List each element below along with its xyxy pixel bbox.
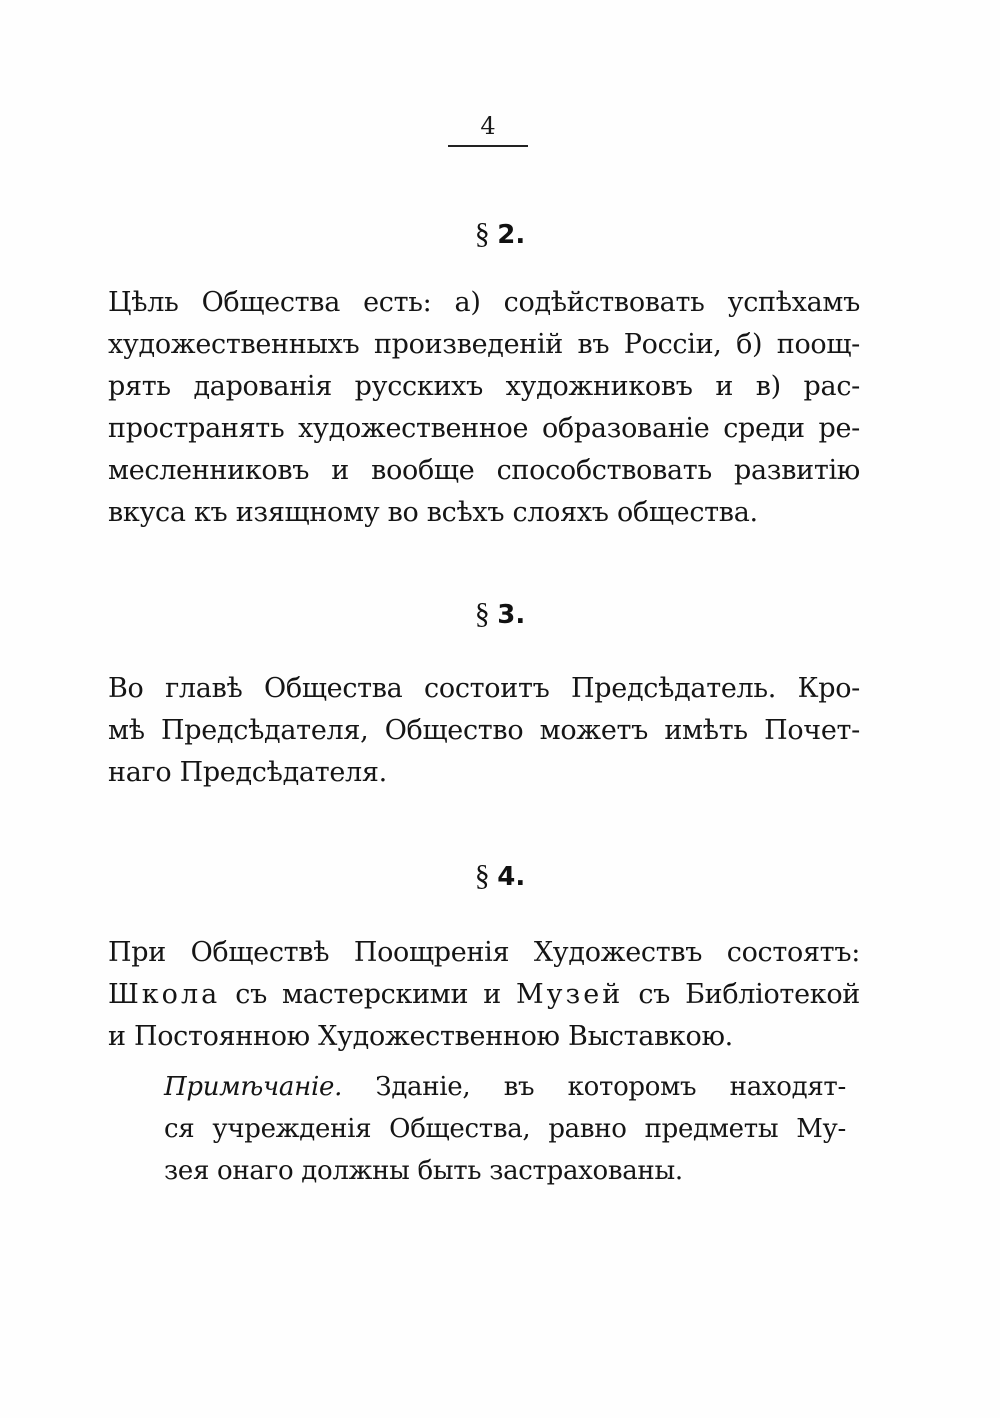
line-text: съ мастерскими и xyxy=(235,979,501,1010)
paragraph-line: При Обществѣ Поощренiя Художествъ состоятъ: xyxy=(108,937,860,968)
section-3-paragraph xyxy=(108,668,860,794)
paragraph-line: вкуса къ изящному во всѣхъ слояхъ общества. xyxy=(108,497,758,528)
section-number: 4. xyxy=(497,862,526,892)
page-number: 4 xyxy=(480,112,496,140)
paragraph-line: художественныхъ произведенiй въ Россiи, б) поощ- xyxy=(108,329,860,360)
section-4-heading xyxy=(0,858,1000,895)
paragraph-line: мѣ Предсѣдателя, Общество можетъ имѣть Почет- xyxy=(108,715,860,746)
note-label: Примѣчанiе. xyxy=(164,1072,343,1102)
section-2-paragraph xyxy=(108,282,860,534)
section-sign: § xyxy=(474,217,490,250)
section-sign: § xyxy=(474,597,490,630)
note-block xyxy=(164,1066,846,1192)
section-2-heading xyxy=(0,216,1000,253)
line-text: съ Библiотекой xyxy=(638,979,860,1010)
paragraph-line: Во главѣ Общества состоитъ Предсѣдатель. Кро- xyxy=(108,673,860,704)
paragraph-line: месленниковъ и вообще способствовать развитiю xyxy=(108,455,860,486)
paragraph-line: наго Предсѣдателя. xyxy=(108,757,387,788)
note-line: зея онаго должны быть застрахованы. xyxy=(164,1156,683,1186)
museum-term: Музей xyxy=(516,979,624,1010)
note-text: Зданiе, въ которомъ находят- xyxy=(375,1072,846,1102)
section-number: 2. xyxy=(497,220,526,250)
page-number-rule xyxy=(448,145,528,147)
school-term: Школа xyxy=(108,979,221,1010)
paragraph-line xyxy=(108,974,860,1016)
paragraph-line: рять дарованiя русскихъ художниковъ и в) рас- xyxy=(108,371,860,402)
section-sign: § xyxy=(474,859,490,892)
paragraph-line: пространять художественное образованiе среди ре- xyxy=(108,413,860,444)
section-number: 3. xyxy=(497,600,526,630)
paragraph-line: Цѣль Общества есть: а) содѣйствовать успѣхамъ xyxy=(108,287,860,318)
paragraph-line: и Постоянною Художественною Выставкою. xyxy=(108,1021,733,1052)
note-line: ся учрежденiя Общества, равно предметы Му- xyxy=(164,1114,846,1144)
section-3-heading xyxy=(0,596,1000,633)
note-line xyxy=(164,1066,846,1108)
section-4-paragraph xyxy=(108,932,860,1058)
